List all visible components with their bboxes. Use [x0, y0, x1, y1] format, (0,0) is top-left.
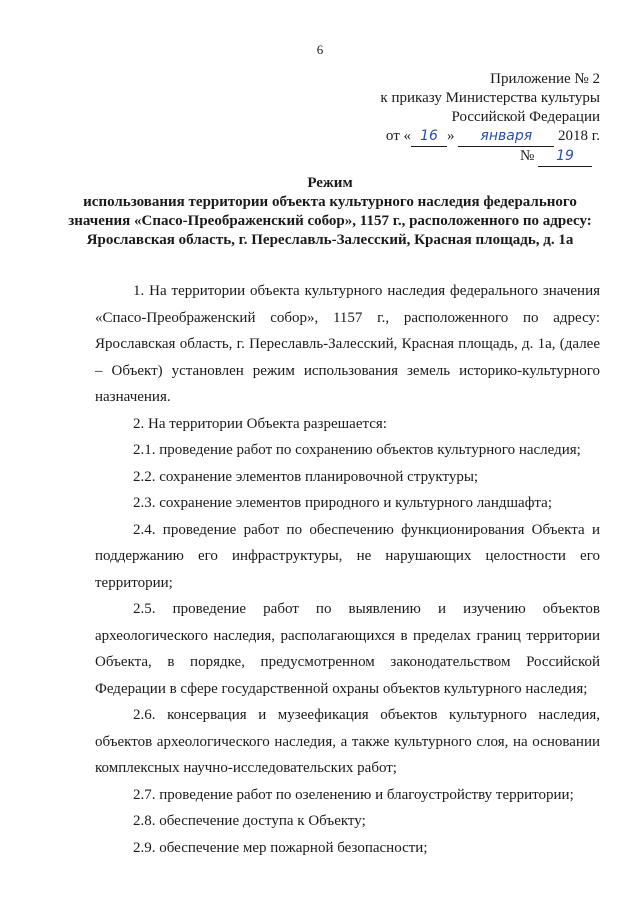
- number-prefix: №: [519, 148, 535, 164]
- appendix-date-line: [380, 127, 600, 147]
- title-subtitle: использования территории объекта культурного наследия федерального значения «Спасо-Преображенский собор», 1157 г., расположенного по адресу: Ярославская область, г. Переславль-Залесский, Красная площадь, д. 1а: [68, 194, 592, 248]
- handwritten-day: 16: [411, 127, 447, 147]
- paragraph-2-1: 2.1. проведение работ по сохранению объектов культурного наследия;: [133, 442, 581, 458]
- appendix-order-ref: к приказу Министерства культуры: [380, 90, 600, 106]
- paragraph-2-3: 2.3. сохранение элементов природного и культурного ландшафта;: [133, 495, 552, 511]
- document-title: [60, 174, 600, 250]
- paragraph-2-5: 2.5. проведение работ по выявлению и изучению объектов археологического наследия, располагающихся в пределах границ территории Объекта, в порядке, предусмотренном законодательством Российской Федерации в сфере государственной охраны объектов культурного наследия;: [95, 601, 600, 697]
- paragraph-2-7: 2.7. проведение работ по озеленению и благоустройству территории;: [133, 786, 574, 803]
- page-number: 6: [316, 42, 324, 57]
- handwritten-month: января: [458, 127, 554, 147]
- date-quote-close: »: [447, 128, 455, 144]
- paragraph-2-8: 2.8. обеспечение доступа к Объекту;: [133, 813, 366, 829]
- appendix-title: Приложение № 2: [490, 71, 600, 87]
- paragraph-2-4: 2.4. проведение работ по обеспечению функционирования Объекта и поддержанию его инфраструктуры, не нарушающих целостности его территории;: [95, 521, 600, 591]
- paragraph-2: 2. На территории Объекта разрешается:: [133, 415, 387, 432]
- appendix-header: [380, 70, 600, 167]
- appendix-number-line: [380, 147, 600, 167]
- paragraph-2-2: 2.2. сохранение элементов планировочной структуры;: [133, 468, 479, 485]
- handwritten-number: 19: [538, 147, 592, 167]
- paragraph-2-9: 2.9. обеспечение мер пожарной безопасности;: [133, 839, 428, 856]
- document-body: [95, 278, 600, 861]
- paragraph-1: 1. На территории объекта культурного наследия федерального значения «Спасо-Преображенский собор», 1157 г., расположенного по адресу: Ярославская область, г. Переславль-Залесский, Красная площадь, д. 1а, (далее – Объект) установлен режим использования земель историко-культурного назначения.: [95, 283, 600, 405]
- date-year: 2018 г.: [558, 128, 600, 144]
- title-heading: Режим: [307, 175, 353, 191]
- appendix-ministry: Российской Федерации: [451, 109, 600, 125]
- date-prefix: от «: [385, 128, 412, 144]
- paragraph-2-6: 2.6. консервация и музеефикация объектов культурного наследия, объектов археологического наследия, а также культурного слоя, на основании комплексных научно-исследовательских работ;: [95, 707, 600, 776]
